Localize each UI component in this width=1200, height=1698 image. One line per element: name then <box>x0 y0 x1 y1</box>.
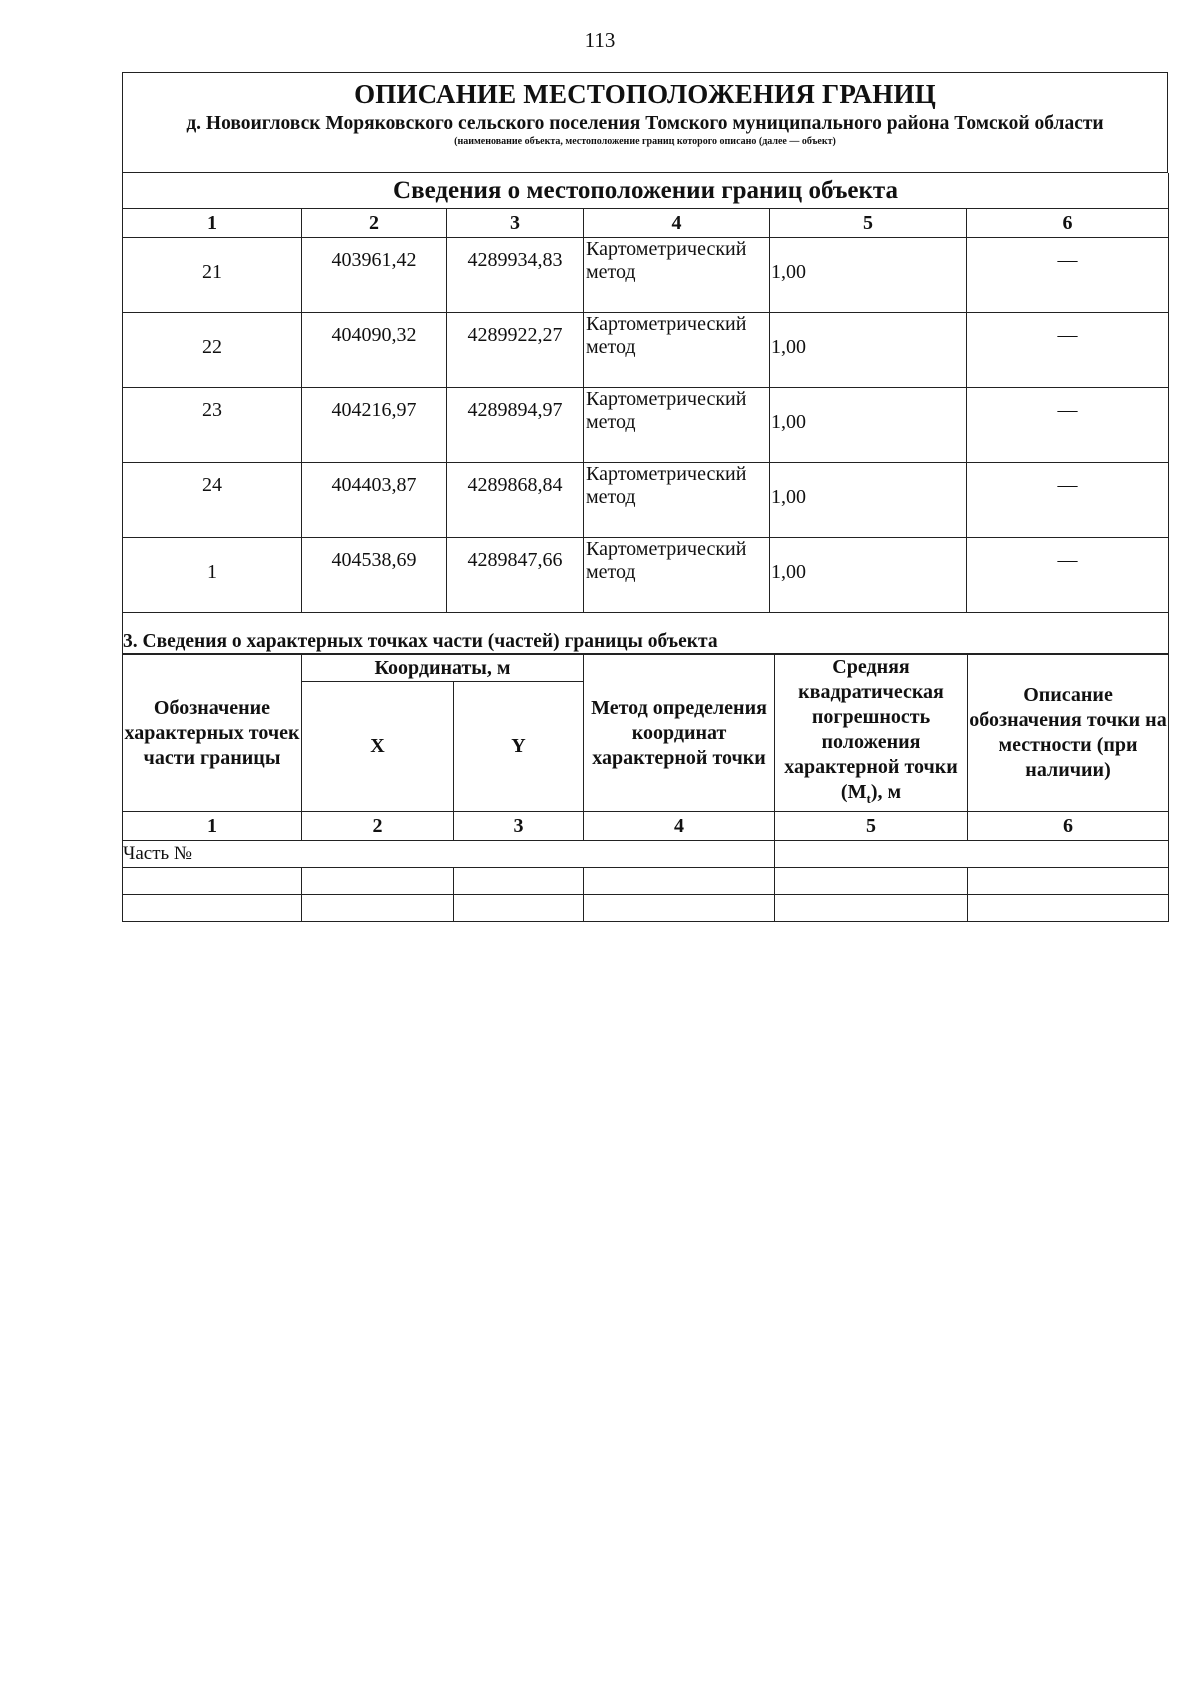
description-cell: — <box>967 313 1169 388</box>
empty-cell <box>968 895 1169 922</box>
accuracy-cell: 1,00 <box>770 463 967 538</box>
description-header: Описание обозначения точки на местности (при наличии) <box>968 655 1169 812</box>
document-header <box>122 72 1168 173</box>
empty-cell <box>302 895 454 922</box>
accuracy-cell: 1,00 <box>770 538 967 613</box>
column-number: 5 <box>770 209 967 238</box>
y-coordinate: 4289934,83 <box>447 238 584 313</box>
part-points-table <box>122 654 1169 922</box>
designation-header: Обозначение характерных точек части границы <box>123 655 302 812</box>
empty-cell <box>775 868 968 895</box>
section-3-title: 3. Сведения о характерных точках части (частей) границы объекта <box>123 613 1169 654</box>
header-row <box>123 655 1169 682</box>
method-cell: Картометрический метод <box>584 388 770 463</box>
page-number: 113 <box>584 28 616 52</box>
coordinates-header: Координаты, м <box>302 655 584 682</box>
object-caption: (наименование объекта, местоположение границ которого описано (далее — объект) <box>454 136 836 147</box>
part-empty-cell <box>775 841 1169 868</box>
document-title: ОПИСАНИЕ МЕСТОПОЛОЖЕНИЯ ГРАНИЦ <box>354 79 936 109</box>
accuracy-cell: 1,00 <box>770 238 967 313</box>
point-number: 1 <box>123 538 302 613</box>
column-number: 6 <box>967 209 1169 238</box>
section-title: Сведения о местоположении границ объекта <box>123 173 1169 209</box>
column-number: 2 <box>302 812 454 841</box>
x-coordinate: 404538,69 <box>302 538 447 613</box>
method-header: Метод определения координат характерной точки <box>584 655 775 812</box>
accuracy-header <box>775 655 968 812</box>
column-number: 5 <box>775 812 968 841</box>
y-coordinate: 4289847,66 <box>447 538 584 613</box>
column-number: 6 <box>968 812 1169 841</box>
column-number-row <box>123 812 1169 841</box>
point-number: 24 <box>123 463 302 538</box>
column-number: 4 <box>584 209 770 238</box>
description-cell: — <box>967 463 1169 538</box>
method-cell: Картометрический метод <box>584 238 770 313</box>
accuracy-header-unit: ), м <box>870 781 902 803</box>
table-row <box>123 313 1169 388</box>
y-coordinate: 4289894,97 <box>447 388 584 463</box>
table-row <box>123 238 1169 313</box>
empty-cell <box>454 868 584 895</box>
column-number: 4 <box>584 812 775 841</box>
x-header: X <box>302 682 454 812</box>
empty-cell <box>584 895 775 922</box>
x-coordinate: 404090,32 <box>302 313 447 388</box>
column-number: 1 <box>123 812 302 841</box>
empty-cell <box>454 895 584 922</box>
empty-cell <box>968 868 1169 895</box>
method-cell: Картометрический метод <box>584 538 770 613</box>
accuracy-cell: 1,00 <box>770 388 967 463</box>
empty-cell <box>302 868 454 895</box>
table-row <box>123 895 1169 922</box>
object-name: д. Новоигловск Моряковского сельского поселения Томского муниципального района Томской области <box>186 113 1104 134</box>
y-coordinate: 4289922,27 <box>447 313 584 388</box>
table-row <box>123 538 1169 613</box>
boundary-location-table <box>122 173 1169 654</box>
method-cell: Картометрический метод <box>584 313 770 388</box>
accuracy-header-subscript: t <box>866 791 871 806</box>
empty-cell <box>775 895 968 922</box>
x-coordinate: 404403,87 <box>302 463 447 538</box>
column-number: 1 <box>123 209 302 238</box>
method-cell: Картометрический метод <box>584 463 770 538</box>
empty-cell <box>123 868 302 895</box>
table-row <box>123 868 1169 895</box>
empty-cell <box>123 895 302 922</box>
y-coordinate: 4289868,84 <box>447 463 584 538</box>
accuracy-cell: 1,00 <box>770 313 967 388</box>
part-label: Часть № <box>123 841 775 868</box>
column-number: 3 <box>454 812 584 841</box>
part-row <box>123 841 1169 868</box>
description-cell: — <box>967 238 1169 313</box>
point-number: 23 <box>123 388 302 463</box>
boundary-description-form <box>122 72 1168 922</box>
column-number: 3 <box>447 209 584 238</box>
point-number: 21 <box>123 238 302 313</box>
description-cell: — <box>967 388 1169 463</box>
x-coordinate: 403961,42 <box>302 238 447 313</box>
accuracy-header-text: Средняя квадратическая погрешность положения характерной точки (M <box>784 656 958 803</box>
description-cell: — <box>967 538 1169 613</box>
point-number: 22 <box>123 313 302 388</box>
table-row <box>123 463 1169 538</box>
y-header: Y <box>454 682 584 812</box>
x-coordinate: 404216,97 <box>302 388 447 463</box>
column-number-row <box>123 209 1169 238</box>
empty-cell <box>584 868 775 895</box>
table-row <box>123 388 1169 463</box>
column-number: 2 <box>302 209 447 238</box>
